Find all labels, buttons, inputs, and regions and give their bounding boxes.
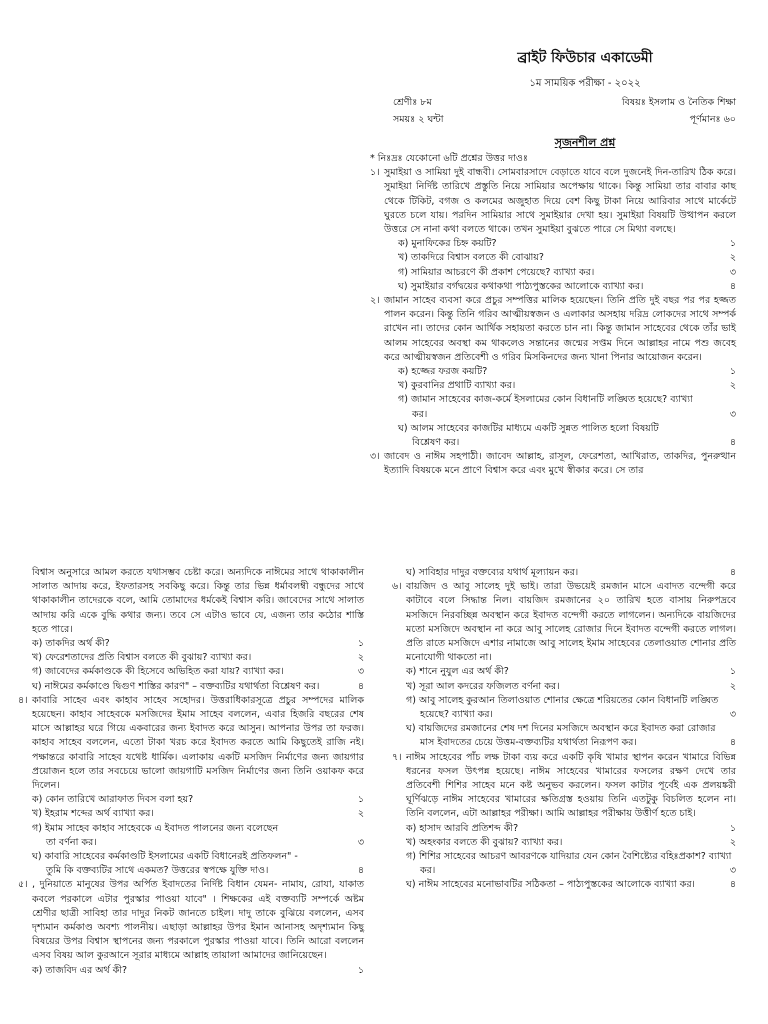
question-stem: সুমাইয়া ও সামিয়া দুই বান্ধবী। সোমবারসাদে বেড়াতে যাবে বলে দুজনেই দিন-তারিখ ঠিক করে। সুমাইয়া নির্দিষ্ট তারিখে প্রস্তুতি নিয়ে সামিয়ার অপেক্ষায় থাকে। কিন্তু সামিয়া তার বাবার কাছ থেকে টিকিট, বগজ ও কলমের অজুহাত দিয়ে বেশ কিছু টাকা নিয়ে আরিবার সাথে মার্কেটে ঘুরতে চলে যায়। পরদিন সামিয়ার সাথে সুমাইয়ার দেখা হয়। সুমাইয়া বিষয়টি উত্থাপন করলে উত্তরে সে নানা কথা বলতে থাকে। তখন সুমাইয়া বুঝতে পারে সে মিথ্যা বলছে। [384,167,736,236]
sub-question-cont: মাস ইবাদতের চেয়ে উত্তম-বক্তব্যটির যথার্থতা নিরূপণ কর। ৪ [420,737,736,749]
sub-question: ঘ) কাবারি সাহেবের কর্মকাণ্ডটি ইসলামের একটি বিধানেরই প্রতিফলন" - [32,851,298,863]
question-number: ৫। [18,879,28,891]
school-name: ব্রাইট ফিউচার একাডেমী [517,50,653,66]
sub-question: গ) আবু সালেহ কুরআন তিলাওয়াত শোনার ক্ষেত্রে শরিয়তের কোন বিধানটি লঙ্ঘিত [406,694,719,706]
sub-question: খ) কুরবানির প্রথাটি ব্যাখ্যা কর। ২ [398,380,736,392]
sub-question: ক) হাসাদ আরবি প্রতিশব্দ কী? ১ [406,822,736,834]
sub-question-cont: বিশ্লেষণ কর। ৪ [412,437,736,449]
sub-question: ক) তাকদির অর্থ কী? ১ [32,638,364,650]
exam-title: ১ম সাময়িক পরীক্ষা - ২০২২ [529,78,641,89]
question-6 [392,580,736,665]
sub-question: খ) সূরা আল কদরের ফজিলত বর্ণনা কর। ২ [406,680,736,692]
sub-question: খ) ফেরেশতাদের প্রতি বিশ্বাস বলতে কী বুঝায়? ব্যাখ্যা কর। ২ [32,652,364,664]
question-stem: বায়জিদ ও আবু সালেহ দুই ভাই। তারা উভয়েই রমজান মাসে এবাদত বন্দেগী করে কাটাবে বলে সিদ্ধান্ত নিল। বায়জিদ রমজানের ২০ তারিখ হতে বাসায় নিরুপদ্রবে মসজিদে নিরবচ্ছিন্ন অবস্থান করে ইবাদত বন্দেগী করতে লাগলেন। অন্যদিকে বায়জিদের মতো মসজিদে অবস্থান না করে আবু সালেহ রোজার দিনে ইবাদত বন্দেগী করতে লাগল। প্রতি রাতে মসজিদে এশার নামাজে আবু সালেহ ইমাম সাহেবের তেলাওয়াত শোনার প্রতি মনোযোগী থাকতো না। [406,581,736,664]
sub-question: ক) শানে নুযুল এর অর্থ কী? ১ [406,666,736,678]
class-label: শ্রেণীঃ ৮ম [393,97,432,108]
sub-question-cont: হয়েছে? ব্যাখ্যা কর। ৩ [420,709,736,721]
sub-question: খ) অহংকার বলতে কী বুঝায়? ব্যাখ্যা কর। ২ [406,836,736,848]
question-stem: , দুনিয়াতে মানুষের উপর অর্পিত ইবাদতের নির্দিষ্ট বিধান যেমন- নামায, রোযা, যাকাত কবলে পরকালে এটার পুরস্কার পাওয়া যাবে" । শিক্ষকের এই বক্তব্যটি সম্পর্কে অষ্টম শ্রেণীর ছাত্রী সাবিহা তার দাদুর নিকট জানতে চাইল। দাদু তাকে বুঝিয়ে বললেন, এসব দৃশ্যমান কর্মকাণ্ড অবশ্য পালনীয়। এছাড়া আল্লাহর উপর ইমান আনাসহ অদৃশ্যমান কিছু বিষয়ের উপর বিশ্বাস স্থাপনের জন্য পরকালে পুরস্কার পাওয়া যাবে। তিনি আরো বললেন এসব বিষয় আল কুরআনে সূরার মাধ্যমে আল্লাহ তায়ালা আমাদের জানিয়েছেন। [32,879,364,962]
question-number: ১। [370,167,380,179]
sub-question: গ) জামান সাহেবের কাজ-কর্মে ইসলামের কোন বিধানটি লঙ্ঘিত হয়েছে? ব্যাখ্যা [398,394,693,406]
instruction: * নিঃদ্রঃ যেকোনো ৬টি প্রশ্নের উত্তর দাওঃ [370,153,528,164]
subject-label: বিষয়ঃ ইসলাম ও নৈতিক শিক্ষা [621,97,736,108]
question-number: ৪। [18,694,28,706]
sub-question: গ) ইমাম সাহেব কাহাব সাহেবকে এ ইবাদত পালনের জন্য বলেছেন [32,822,279,834]
sub-question: ঘ) সাবিহার দাদুর বক্তব্যের যথার্থ মূল্যায়ন কর। ৪ [406,567,736,578]
question-1 [370,166,736,237]
question-7 [392,751,736,822]
sub-question: ঘ) নাঈম সাহেবের মনোভাবটির সঠিকতা – পাঠ্যপুস্তকের আলোকে ব্যাখ্যা কর। ৪ [406,879,736,891]
sub-question: ক) কোন তারিখে আরাফাত দিবস বলা হয়? ১ [32,794,364,806]
question-number: ২। [370,295,380,307]
question-stem: নাঈম সাহেবের পাঁচ লক্ষ টাকা ব্যয় করে একটি কৃষি খামার স্থাপন করেন খামারে বিভিন্ন ধরনের ফসল উৎপন্ন হয়েছে। নাঈম সাহেবের খামারের ফসলের রক্ষণ দেখে তার প্রতিবেশী শিশির সাহেব মনে কষ্ট অনুভব করলেন। ফসল কাটার পূর্বেই এক প্রলয়ঙ্করী ঘূর্ণিঝড়ে নাঈম সাহেবের খামারের ক্ষতিগ্রস্ত হওয়ায় তিনি এতটুকু বিচলিত হলেন না। তিনি বললেন, এটা আল্লাহর পরীক্ষা। আমি আল্লাহর পরীক্ষায় উত্তীর্ণ হতে চাই। [406,751,736,820]
full-marks-label: পূর্ণমানঃ ৬০ [689,114,736,125]
sub-question: ঘ) আলম সাহেবের কাজটির মাধ্যমে একটি সুন্নত পালিত হলো বিষয়টি [398,422,659,434]
sub-question: ঘ) নাঈমের কর্মকাণ্ডে দ্বিগুণ শাস্তির কারণ" – বক্তব্যটির যথার্থতা বিশ্লেষণ কর। ৪ [32,680,364,692]
sub-question: গ) জাবেদের কর্মকাণ্ডকে কী হিসেবে অভিহিত করা যায়? ব্যাখ্যা কর। ৩ [32,666,364,678]
sub-question: খ) ইহরাম শব্দের অর্থ ব্যাখ্যা কর। ২ [32,808,364,820]
top-question-block [370,152,736,479]
question-2 [370,294,736,365]
section-heading: সৃজনশীল প্রশ্ন [554,136,616,149]
question-stem: জাবেদ ও নাঈম সহপাঠী। জাবেদ আল্লাহ, রাসূল, ফেরেশতা, আখিরাত, তাকদির, পুনরুত্থান ইত্যাদি বিষয়কে মনে প্রাণে বিশ্বাস করে এবং মুখে স্বীকার করে। সে তার [384,451,736,477]
sub-question: গ) সামিয়ার আচরণে কী প্রকাশ পেয়েছে? ব্যাখ্যা কর। ৩ [398,266,736,278]
question-3-continued: বিশ্বাস অনুসারে আমল করতে যথাসম্ভব চেষ্টা করে। অন্যদিকে নাঈমের সাথে থাকাকালীন সালাত আদায় করে, ইফতারসহ সবকিছু করে। কিন্তু তার ভিন্ন ধর্মাবলম্বী বন্ধুদের সাথে থাকাকালীন তাদেরকে বলে, আমি তোমাদের ধর্মকেই বিশ্বাস করি। জাবেদের সাথে সালাত আদায় করি একে বুদ্ধি কথার জন্য। তবে সে এটাও ভাবে যে, এজন্য তার কঠোর শাস্তি হতে পারে। [32,567,364,635]
sub-question: ক) তাজবিদ এর অর্থ কী? ১ [32,964,364,976]
sub-question: খ) তাকদিরে বিশ্বাস বলতে কী বোঝায়? ২ [398,252,736,264]
sub-question: ঘ) বায়জিদের রমজানের শেষ দশ দিনের মসজিদে অবস্থান করে ইবাদত করা রোজার [406,723,716,735]
sub-question-cont: তুমি কি বক্তব্যটির সাথে একমত? উত্তরের স্বপক্ষে যুক্তি দাও। ৪ [46,865,364,877]
question-stem: জামান সাহেব ব্যবসা করে প্রচুর সম্পত্তির মালিক হয়েছেন। তিনি প্রতি দুই বছর পর পর হজ্জত পালন করেন। কিন্তু তিনি গরিব আত্মীয়স্বজন ও এলাকার অসহায় দরিদ্র লোকদের সাথে সম্পর্ক রাখেন না। তাদের কোন আর্থিক সহায়তা করতে চান না। কিন্তু জামান সাহেবের থেকে তাঁর ভাই আলম সাহেবের অবস্থা কম থাকলেও সন্তানের জন্মের সপ্তম দিনে আল্লাহর নামে পশু জবেহ করে আত্মীয়স্বজন প্রতিবেশী ও গরিব মিসকিনদের জন্য খানা পিনার আয়োজন করেন। [384,295,736,363]
sub-question-cont: তা বর্ণনা কর। ৩ [46,836,364,848]
right-column [392,566,736,893]
sub-question: ক) হজ্জের ফরজ কয়টি? ১ [398,366,736,378]
question-4 [18,694,364,793]
question-number: ৬। [392,581,402,593]
left-column [18,566,364,978]
sub-question: ক) মুনাফিকের চিহ্ন কয়টি? ১ [398,238,736,250]
question-stem: কাবারি সাহেব এবং কাহাব সাহেব সহোদর। উত্তরাধিকারসূত্রে প্রচুর সম্পদের মালিক হয়েছেন। কাহাব সাহেবকে মসজিদের ইমাম সাহেব বললেন, এবার হিজরি বছরের শেষ মাসে আল্লাহর ঘরে গিয়ে একবারের জন্য ইবাদত করে আসুন। আপনার উপর তা ফরজ। কাহাব সাহেব বললেন, এতো টাকা খরচ করে ইবাদত করতে আমি কিছুতেই রাজি নই। পক্ষান্তরে কাবারি সাহেব যথেষ্ট ধার্মিক। এলাকায় একটি মসজিদ নির্মাণের জন্য জায়গার প্রয়োজন হলে তার সবচেয়ে ভালো জায়গাটি মসজিদ নির্মাণের জন্য তিনি ওয়াকফ করে দিলেন। [32,694,364,792]
question-number: ৩। [370,451,380,463]
sub-question-cont: কর। ৩ [412,408,736,420]
sub-question-cont: কর। ৩ [420,865,736,877]
question-3 [370,450,736,478]
sub-question: ঘ) সুমাইয়ার বর্গদ্বয়ের কথাকথা পাঠ্যপুস্তকের আলোকে ব্যাখ্যা কর। ৪ [398,280,736,292]
question-number: ৭। [392,751,402,763]
sub-question: গ) শিশির সাহেবের আচরণ আবরণকে যাদিয়ার যেন কোন বৈশিষ্ট্যের বহিঃপ্রকাশ? ব্যাখ্যা [406,851,732,863]
question-5 [18,878,364,963]
time-label: সময়ঃ ২ ঘন্টা [393,114,444,125]
